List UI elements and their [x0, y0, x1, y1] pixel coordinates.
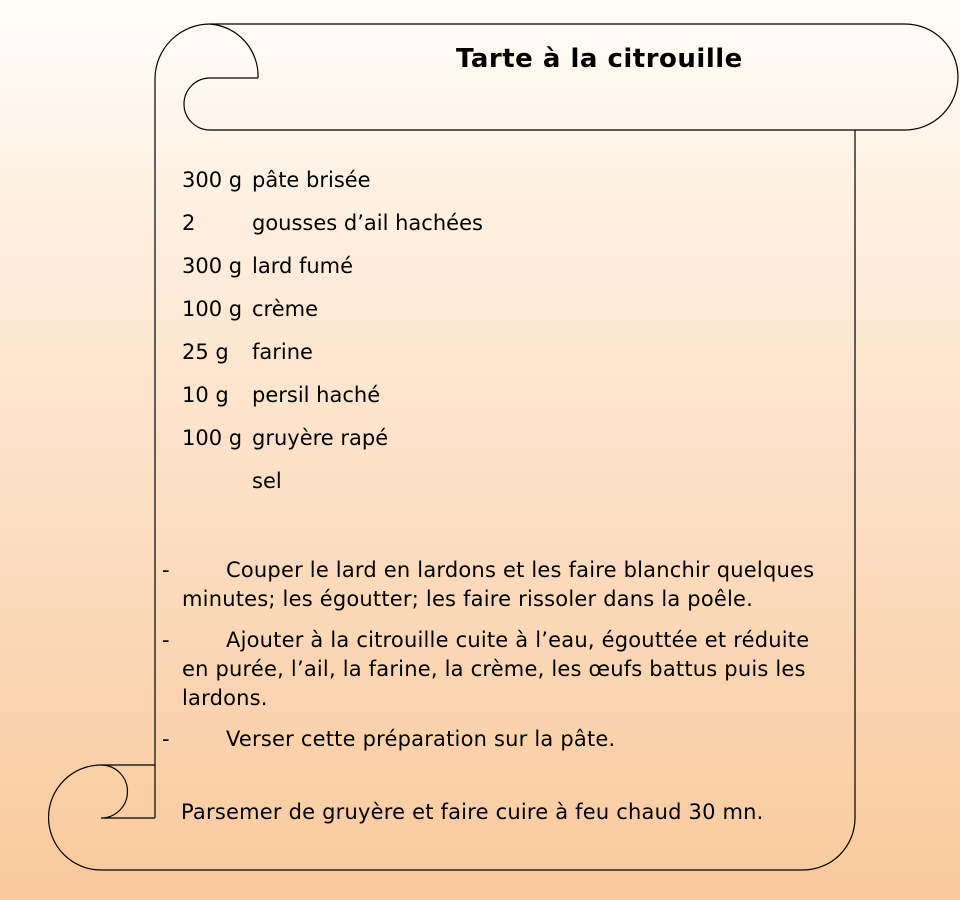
instruction-step	[162, 626, 842, 713]
ingredient-name: sel	[252, 469, 282, 493]
step-text: Verser cette préparation sur la pâte.	[226, 727, 616, 751]
ingredient-name: farine	[252, 340, 313, 364]
instruction-step	[162, 725, 842, 754]
ingredient-name: lard fumé	[252, 254, 354, 278]
ingredient-name: gousses d’ail hachées	[252, 211, 483, 235]
final-instruction: Parsemer de gruyère et faire cuire à feu chaud 30 mn.	[181, 800, 764, 824]
instruction-list	[162, 556, 842, 766]
step-text: Couper le lard en lardons et les faire blanchir quelques minutes; les égoutter; les faire rissoler dans la poêle.	[182, 558, 815, 611]
ingredient-quantity: 300 g	[182, 254, 243, 278]
ingredient-quantity: 2	[182, 211, 196, 235]
ingredient-name: pâte brisée	[252, 168, 371, 192]
ingredient-quantity: 100 g	[182, 426, 243, 450]
ingredient-quantity: 10 g	[182, 383, 229, 407]
step-text: Ajouter à la citrouille cuite à l’eau, égouttée et réduite en purée, l’ail, la farine, la crème, les œufs battus puis les lardons.	[182, 628, 810, 710]
ingredient-quantity: 25 g	[182, 340, 229, 364]
recipe-title: Tarte à la citrouille	[456, 44, 743, 74]
ingredient-name: gruyère rapé	[252, 426, 389, 450]
ingredient-quantity: 100 g	[182, 297, 243, 321]
instruction-step	[162, 556, 842, 614]
step-bullet: -	[162, 558, 170, 582]
ingredient-quantity: 300 g	[182, 168, 243, 192]
ingredient-name: persil haché	[252, 383, 381, 407]
step-bullet: -	[162, 628, 170, 652]
ingredient-name: crème	[252, 297, 319, 321]
step-bullet: -	[162, 727, 170, 751]
